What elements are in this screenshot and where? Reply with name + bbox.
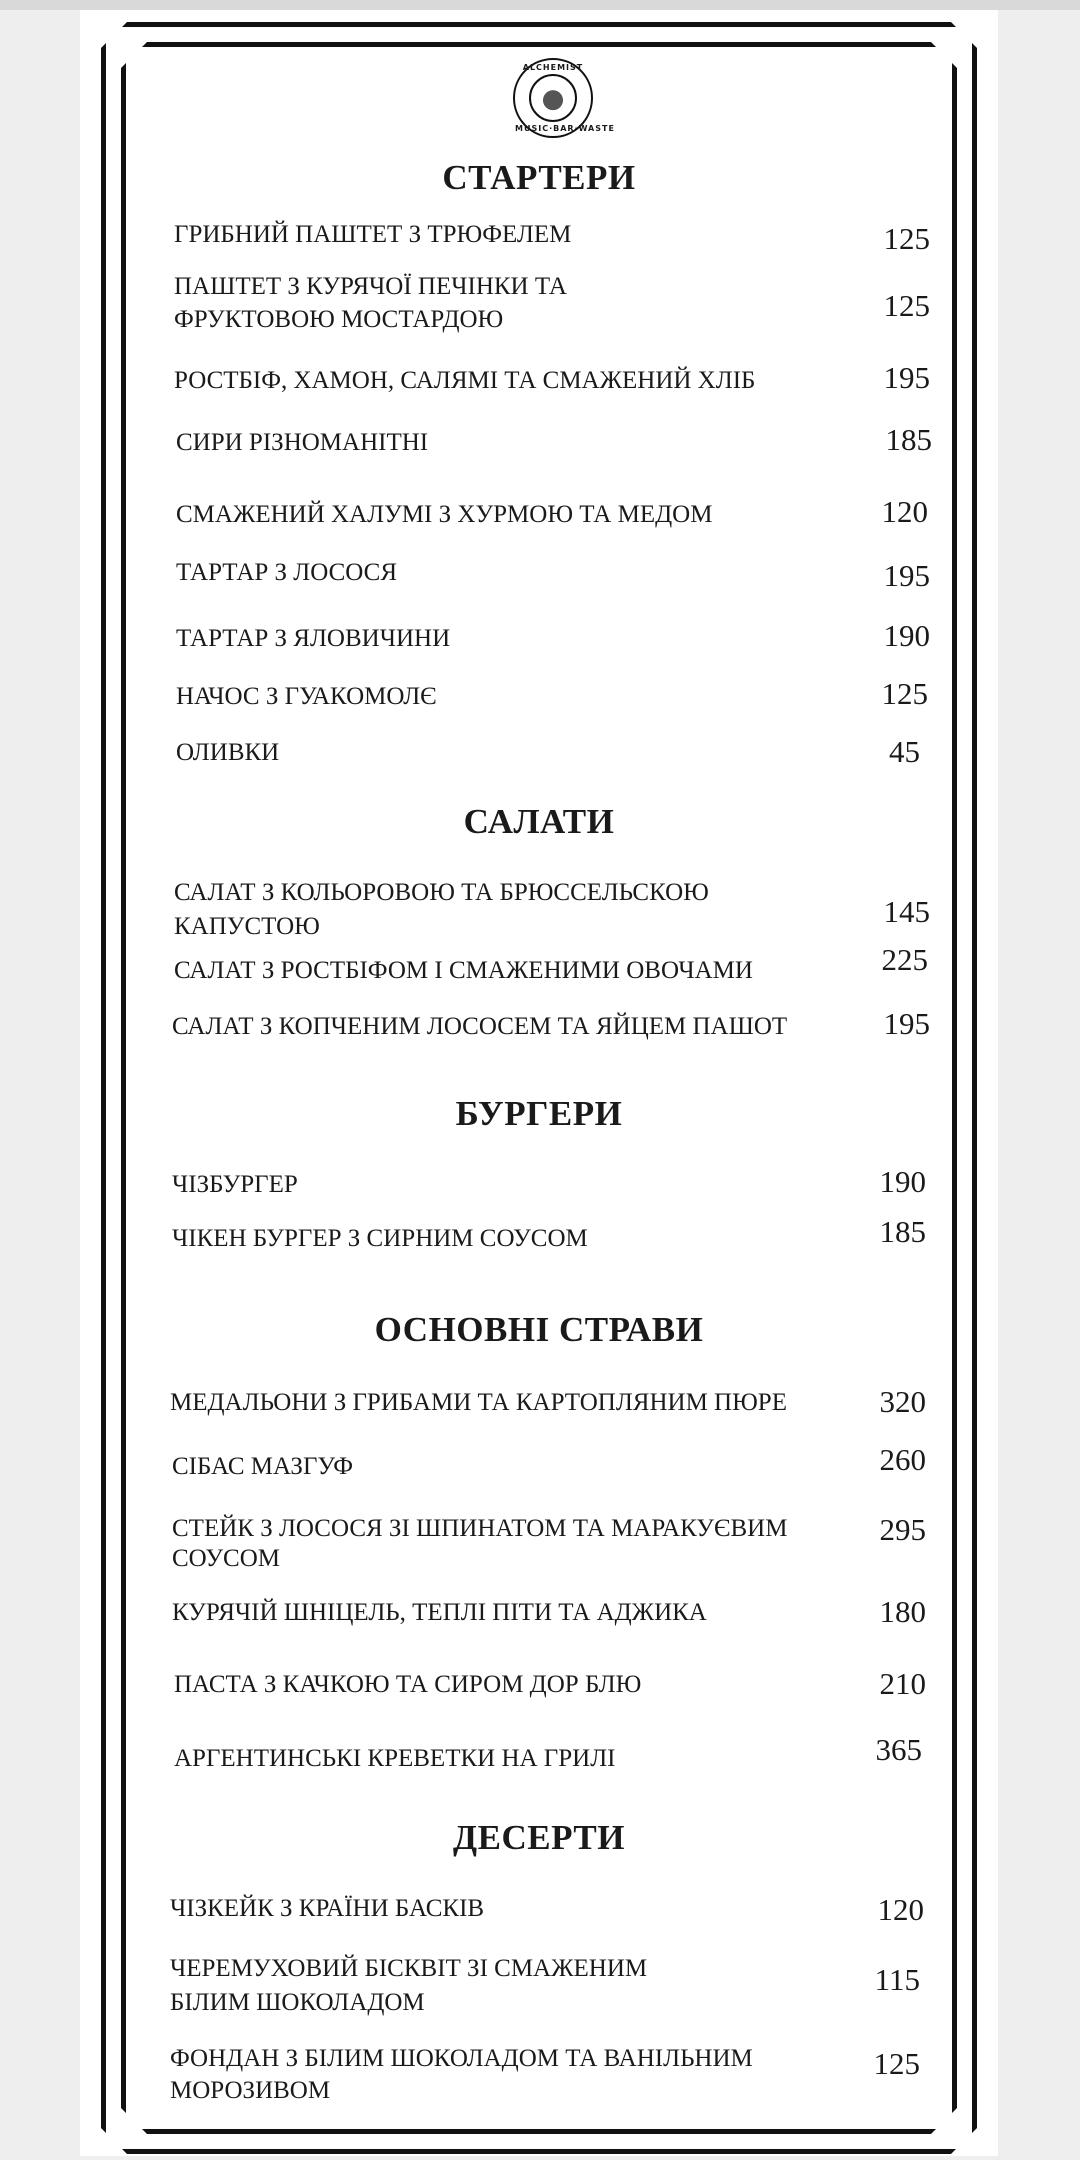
section-title-salads: САЛАТИ — [463, 802, 615, 841]
menu-item-name: ЧІЗБУРГЕР — [172, 1171, 298, 1198]
menu-item-price: 125 — [883, 288, 930, 323]
menu-item-name: АРГЕНТИНСЬКІ КРЕВЕТКИ НА ГРИЛІ — [174, 1745, 616, 1772]
menu-item-price: 125 — [883, 221, 930, 256]
menu-item-name: ОЛИВКИ — [176, 739, 280, 766]
menu-item-name: ЧІКЕН БУРГЕР З СИРНИМ СОУСОМ — [172, 1225, 588, 1252]
menu-item-price: 145 — [883, 894, 930, 929]
menu-item-price: 320 — [879, 1384, 926, 1419]
menu-item-name: МЕДАЛЬОНИ З ГРИБАМИ ТА КАРТОПЛЯНИМ ПЮРЕ — [170, 1389, 787, 1416]
menu-item-name: ТАРТАР З ЛОСОСЯ — [176, 559, 397, 586]
menu-item-price: 190 — [879, 1164, 926, 1199]
menu-item-name: СИРИ РІЗНОМАНІТНІ — [176, 429, 429, 456]
menu-item-price: 120 — [881, 494, 928, 529]
menu-item-name: КУРЯЧІЙ ШНІЦЕЛЬ, ТЕПЛІ ПІТИ ТА АДЖИКА — [172, 1599, 707, 1626]
menu-item-price: 295 — [879, 1512, 926, 1547]
bar-logo — [513, 58, 615, 138]
menu-item-name: СМАЖЕНИЙ ХАЛУМІ З ХУРМОЮ ТА МЕДОМ — [176, 501, 713, 528]
menu-item-name: ЧІЗКЕЙК З КРАЇНИ БАСКІВ — [170, 1895, 485, 1922]
menu-item-price: 45 — [889, 734, 920, 769]
menu-item-price: 260 — [879, 1442, 926, 1477]
menu-item-name: САЛАТ З РОСТБІФОМ І СМАЖЕНИМИ ОВОЧАМИ — [174, 957, 753, 984]
menu-item-name: ТАРТАР З ЯЛОВИЧИНИ — [176, 625, 451, 652]
menu-item-name: ПАСТА З КАЧКОЮ ТА СИРОМ ДОР БЛЮ — [174, 1671, 642, 1698]
menu-item-price: 225 — [881, 942, 928, 977]
menu-item-name: САЛАТ З КОЛЬОРОВОЮ ТА БРЮССЕЛЬСКОЮ — [174, 879, 709, 906]
logo-text-top: ALCHEMIST — [522, 63, 584, 72]
menu-item-price: 180 — [879, 1594, 926, 1629]
menu-item-price: 125 — [873, 2046, 920, 2081]
menu-item-name-line2: МОРОЗИВОМ — [170, 2077, 331, 2104]
menu-item-name-line2: ФРУКТОВОЮ МОСТАРДОЮ — [174, 306, 504, 333]
menu-item-name-line2: БІЛИМ ШОКОЛАДОМ — [170, 1989, 425, 2016]
menu-item-price: 190 — [883, 618, 930, 653]
menu-item-price: 210 — [879, 1666, 926, 1701]
menu-item-price: 195 — [883, 558, 930, 593]
menu-item-name-line2: СОУСОМ — [172, 1545, 280, 1572]
section-title-starters: СТАРТЕРИ — [442, 158, 636, 197]
logo-face-icon — [529, 74, 577, 122]
menu-item-name-line2: КАПУСТОЮ — [174, 913, 320, 940]
menu-item-name: ЧЕРЕМУХОВИЙ БІСКВІТ ЗІ СМАЖЕНИМ — [170, 1955, 648, 1982]
section-title-mains: ОСНОВНІ СТРАВИ — [374, 1310, 704, 1349]
viewer-top-bar — [0, 0, 1080, 10]
menu-item-price: 195 — [883, 360, 930, 395]
menu-item-price: 125 — [881, 676, 928, 711]
menu-item-name: СТЕЙК З ЛОСОСЯ ЗІ ШПИНАТОМ ТА МАРАКУЄВИМ — [172, 1515, 788, 1542]
menu-item-price: 365 — [875, 1732, 922, 1767]
menu-item-name: ПАШТЕТ З КУРЯЧОЇ ПЕЧІНКИ ТА — [174, 273, 567, 300]
menu-item-price: 115 — [874, 1962, 920, 1997]
menu-item-price: 185 — [885, 422, 932, 457]
logo-text-bottom: MUSIC·BAR·WASTE — [515, 124, 615, 133]
section-title-burgers: БУРГЕРИ — [455, 1094, 623, 1133]
menu-item-price: 195 — [883, 1006, 930, 1041]
menu-item-price: 120 — [877, 1892, 924, 1927]
section-title-desserts: ДЕСЕРТИ — [453, 1818, 625, 1857]
menu-page — [80, 10, 998, 2156]
menu-item-name: СІБАС МАЗГУФ — [172, 1453, 353, 1480]
menu-item-name: РОСТБІФ, ХАМОН, САЛЯМІ ТА СМАЖЕНИЙ ХЛІБ — [174, 367, 756, 394]
menu-item-name: ГРИБНИЙ ПАШТЕТ З ТРЮФЕЛЕМ — [174, 221, 572, 248]
menu-item-price: 185 — [879, 1214, 926, 1249]
menu-item-name: НАЧОС З ГУАКОМОЛЄ — [176, 683, 437, 710]
menu-item-name: ФОНДАН З БІЛИМ ШОКОЛАДОМ ТА ВАНІЛЬНИМ — [170, 2045, 753, 2072]
menu-item-name: САЛАТ З КОПЧЕНИМ ЛОСОСЕМ ТА ЯЙЦЕМ ПАШОТ — [172, 1013, 788, 1040]
